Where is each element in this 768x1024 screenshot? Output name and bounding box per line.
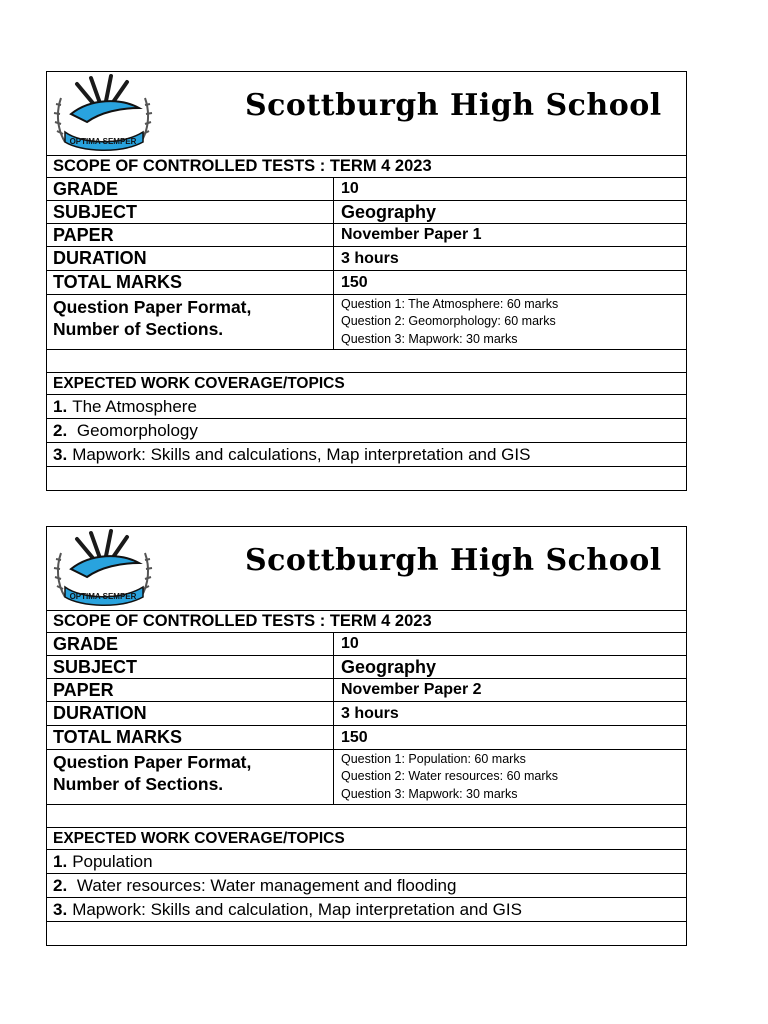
format-label xyxy=(47,295,334,349)
grade-value: 10 xyxy=(341,635,359,652)
paper-label: PAPER xyxy=(47,224,334,246)
paper-value: November Paper 1 xyxy=(341,226,482,243)
topic-item xyxy=(47,442,686,466)
question-item: Question 3: Mapwork: 30 marks xyxy=(341,331,518,346)
paper-value: November Paper 2 xyxy=(341,681,482,698)
format-label-line-1: Question Paper Format, xyxy=(53,297,252,317)
blank-row xyxy=(47,466,686,490)
grade-row xyxy=(47,632,686,655)
total-marks-value: 150 xyxy=(341,273,368,291)
format-label-line-2: Number of Sections. xyxy=(53,319,224,339)
school-name: Scottburgh High School xyxy=(245,543,662,578)
topic-text: The Atmosphere xyxy=(72,396,197,416)
total-marks-label: TOTAL MARKS xyxy=(47,726,334,749)
subject-value: Geography xyxy=(341,201,437,222)
sheet-header xyxy=(47,72,686,155)
scope-title: SCOPE OF CONTROLLED TESTS : TERM 4 2023 xyxy=(47,610,686,632)
subject-value: Geography xyxy=(341,656,437,677)
format-label-line-1: Question Paper Format, xyxy=(53,752,252,772)
total-marks-row xyxy=(47,270,686,294)
scope-sheet-2 xyxy=(46,526,687,946)
paper-row xyxy=(47,678,686,701)
total-marks-value: 150 xyxy=(341,728,368,746)
topic-text: Water resources: Water management and flooding xyxy=(72,875,457,895)
school-crest-logo xyxy=(51,529,155,609)
topic-text: Mapwork: Skills and calculations, Map interpretation and GIS xyxy=(72,444,531,464)
question-list xyxy=(334,295,686,349)
logo-motto: OPTIMA SEMPER xyxy=(69,137,137,146)
grade-value: 10 xyxy=(341,180,359,197)
subject-label: SUBJECT xyxy=(47,201,334,223)
school-crest-logo xyxy=(51,74,155,154)
question-item: Question 1: The Atmosphere: 60 marks xyxy=(341,296,559,311)
topic-item xyxy=(47,849,686,873)
question-item: Question 3: Mapwork: 30 marks xyxy=(341,786,518,801)
blank-row xyxy=(47,804,686,827)
total-marks-row xyxy=(47,725,686,749)
topic-text: Mapwork: Skills and calculation, Map interpretation and GIS xyxy=(72,899,522,919)
sheet-header xyxy=(47,527,686,610)
topic-number: 1. xyxy=(53,851,68,871)
question-list xyxy=(334,750,686,804)
subject-label: SUBJECT xyxy=(47,656,334,678)
topic-text: Geomorphology xyxy=(72,420,198,440)
question-item: Question 2: Water resources: 60 marks xyxy=(341,769,558,784)
duration-label: DURATION xyxy=(47,247,334,270)
format-label-line-2: Number of Sections. xyxy=(53,774,224,794)
format-row xyxy=(47,749,686,804)
total-marks-label: TOTAL MARKS xyxy=(47,271,334,294)
subject-row xyxy=(47,200,686,223)
question-item: Question 1: Population: 60 marks xyxy=(341,751,526,766)
duration-value: 3 hours xyxy=(341,249,399,267)
topic-number: 3. xyxy=(53,444,68,464)
blank-row xyxy=(47,921,686,945)
topic-number: 2. xyxy=(53,875,68,895)
subject-row xyxy=(47,655,686,678)
topic-number: 2. xyxy=(53,420,68,440)
scope-sheet-1 xyxy=(46,71,687,491)
coverage-heading: EXPECTED WORK COVERAGE/TOPICS xyxy=(47,827,686,849)
topic-number: 1. xyxy=(53,396,68,416)
logo-motto: OPTIMA SEMPER xyxy=(69,592,137,601)
duration-label: DURATION xyxy=(47,702,334,725)
grade-row xyxy=(47,177,686,200)
duration-row xyxy=(47,701,686,725)
grade-label: GRADE xyxy=(47,633,334,655)
format-label xyxy=(47,750,334,804)
scope-title: SCOPE OF CONTROLLED TESTS : TERM 4 2023 xyxy=(47,155,686,177)
topic-item xyxy=(47,897,686,921)
school-name: Scottburgh High School xyxy=(245,88,662,123)
duration-value: 3 hours xyxy=(341,704,399,722)
topic-number: 3. xyxy=(53,899,68,919)
topic-item xyxy=(47,873,686,897)
format-row xyxy=(47,294,686,349)
topic-item xyxy=(47,394,686,418)
duration-row xyxy=(47,246,686,270)
paper-label: PAPER xyxy=(47,679,334,701)
question-item: Question 2: Geomorphology: 60 marks xyxy=(341,314,556,329)
coverage-heading: EXPECTED WORK COVERAGE/TOPICS xyxy=(47,372,686,394)
grade-label: GRADE xyxy=(47,178,334,200)
topic-item xyxy=(47,418,686,442)
blank-row xyxy=(47,349,686,372)
paper-row xyxy=(47,223,686,246)
topic-text: Population xyxy=(72,851,153,871)
